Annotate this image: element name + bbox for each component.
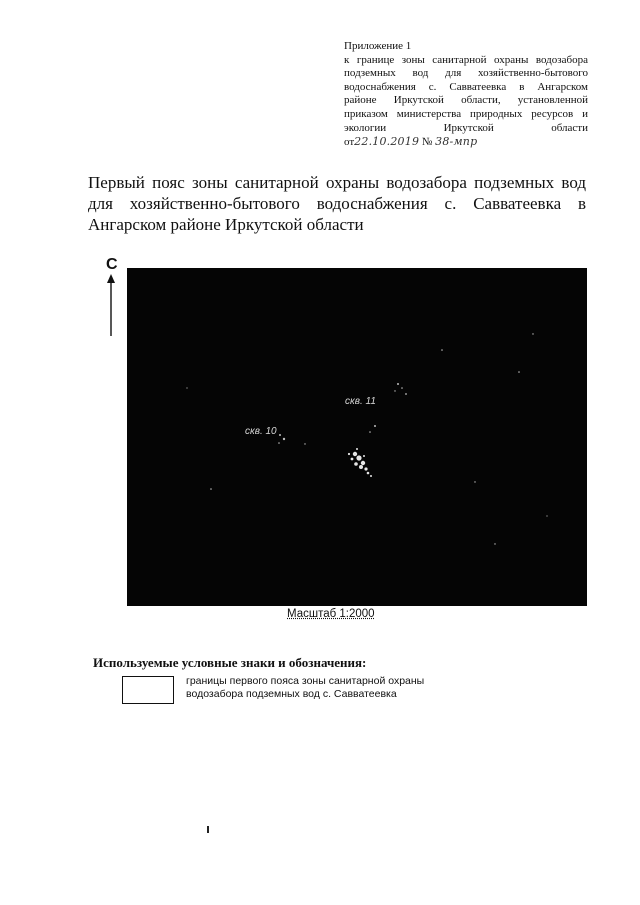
well-label-11: скв. 11 [345, 396, 376, 407]
appendix-line-5: приказом министерства природных ресурсов и [344, 107, 588, 120]
handwritten-number: 38-мпр [435, 135, 478, 149]
date-prefix: от [344, 136, 355, 149]
appendix-date-row [344, 135, 588, 150]
north-arrow-icon [100, 274, 122, 338]
appendix-line-1: к границе зоны санитарной охраны водозабора [344, 53, 588, 66]
legend-item-text: границы первого пояса зоны санитарной охраны водозабора подземных вод с. Савватеевка [186, 675, 425, 700]
appendix-line-6: экологии Иркутской области [344, 121, 588, 134]
main-title: Первый пояс зоны санитарной охраны водозабора подземных вод для хозяйственно-бытового водоснабжения с. Савватеевка в Ангарском районе Иркутской области [88, 173, 586, 234]
appendix-line-4: районе Иркутской области, установленной [344, 94, 588, 107]
handwritten-date: 22.10.2019 [354, 135, 420, 149]
satellite-map [127, 268, 587, 606]
well-label-10: скв. 10 [245, 426, 277, 437]
appendix-line-2: подземных вод для хозяйственно-бытового [344, 67, 588, 80]
appendix-line-3: водоснабжения с. Савватеевка в Ангарском [344, 80, 588, 93]
number-prefix: № [421, 136, 433, 149]
appendix-header [344, 40, 588, 150]
appendix-title: Приложение 1 [344, 40, 412, 52]
map-speckles [127, 268, 587, 606]
legend-title: Используемые условные знаки и обозначения: [93, 655, 367, 670]
stray-mark [207, 826, 209, 833]
north-indicator [100, 256, 122, 336]
legend-boundary-symbol [122, 676, 174, 704]
north-letter: С [106, 256, 118, 273]
map-scale: Масштаб 1:2000 [287, 608, 375, 620]
